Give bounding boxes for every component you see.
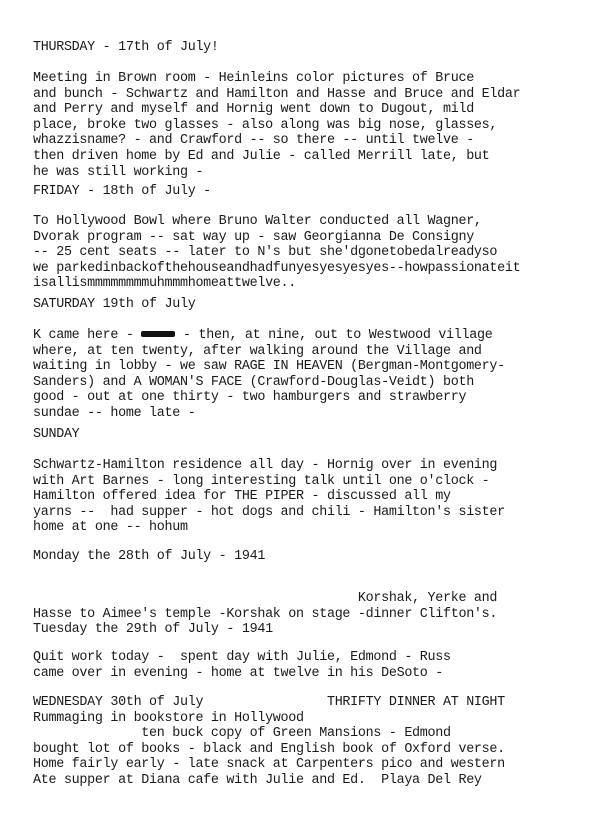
text-line: and bunch - Schwartz and Hamilton and Hasse and Bruce and Eldar	[33, 86, 521, 102]
text-line: Quit work today - spent day with Julie, Edmond - Russ	[33, 650, 451, 665]
redaction-mark	[141, 331, 175, 337]
text-line: WEDNESDAY 30th of July THRIFTY DINNER AT NIGHT	[33, 695, 505, 710]
text-line: Korshak, Yerke and	[33, 591, 498, 606]
text-line: we parkedinbackofthehouseandhadfunyesyesyesyes--howpassionateit	[33, 260, 521, 276]
text-line: with Art Barnes - long interesting talk until one o'clock -	[33, 473, 490, 489]
entry-sunday-body	[33, 458, 593, 536]
entry-saturday-heading	[33, 297, 593, 313]
text-line: yarns -- had supper - hot dogs and chili - Hamilton's sister	[33, 504, 505, 520]
text-line: Hamilton offered idea for THE PIPER - discussed all my	[33, 489, 451, 505]
text-line: Monday the 28th of July - 1941	[33, 549, 266, 564]
text-line: waiting in lobby - we saw RAGE IN HEAVEN (Bergman-Montgomery-	[33, 359, 505, 375]
text-line: place, broke two glasses - also along was big nose, glasses,	[33, 117, 498, 133]
text-line: he was still working -	[33, 164, 204, 180]
text-line: -- 25 cent seats -- later to N's but she'dgonetobedalreadyso	[33, 245, 498, 261]
entry-sunday-heading	[33, 427, 593, 443]
text-line: Home fairly early - late snack at Carpenters pico and western	[33, 757, 505, 773]
text-line: SATURDAY 19th of July	[33, 297, 196, 312]
text-line: THURSDAY - 17th of July!	[33, 40, 219, 55]
text-line: then driven home by Ed and Julie - called Merrill late, but	[33, 148, 490, 164]
entry-tuesday-body	[33, 650, 593, 681]
text-line: where, at ten twenty, after walking around the Village and	[33, 343, 482, 359]
text-line	[33, 328, 593, 344]
text-line: whazzisname? - and Crawford -- so there -- until twelve -	[33, 133, 474, 149]
text-line: Dvorak program -- sat way up - saw Georgianna De Consigny	[33, 229, 474, 245]
entry-monday-body	[33, 591, 593, 638]
text-line: Sanders) and A WOMAN'S FACE (Crawford-Douglas-Veidt) both	[33, 374, 474, 390]
text-line: isallismmmmmmmmuhmmmhomeattwelve..	[33, 276, 297, 292]
entry-saturday-body	[33, 328, 593, 422]
text-line: ten buck copy of Green Mansions - Edmond	[33, 726, 451, 742]
text-line: bought lot of books - black and English book of Oxford verse.	[33, 741, 505, 757]
text-line: Tuesday the 29th of July - 1941	[33, 622, 273, 638]
text-line: home at one -- hohum	[33, 520, 188, 536]
text-line: Meeting in Brown room - Heinleins color pictures of Bruce	[33, 71, 474, 86]
text-line: To Hollywood Bowl where Bruno Walter conducted all Wagner,	[33, 214, 482, 229]
entry-thursday-body	[33, 71, 593, 180]
text-line: sundae -- home late -	[33, 405, 196, 421]
text-fragment: K came here -	[33, 328, 142, 343]
text-line: FRIDAY - 18th of July -	[33, 184, 211, 199]
entry-thursday-heading	[33, 40, 593, 56]
text-line: Ate supper at Diana cafe with Julie and Ed. Playa Del Rey	[33, 772, 482, 788]
entry-friday-body	[33, 214, 593, 292]
entry-monday-heading	[33, 549, 593, 565]
text-line: and Perry and myself and Hornig went down to Dugout, mild	[33, 102, 474, 118]
text-line: Schwartz-Hamilton residence all day - Hornig over in evening	[33, 458, 498, 473]
text-fragment: - then, at nine, out to Westwood village	[175, 328, 493, 343]
text-line: good - out at one thirty - two hamburgers and strawberry	[33, 390, 467, 406]
text-line: Hasse to Aimee's temple -Korshak on stage -dinner Clifton's.	[33, 606, 498, 622]
entry-wednesday	[33, 695, 593, 789]
text-line: came over in evening - home at twelve in his DeSoto -	[33, 665, 443, 681]
entry-friday-heading	[33, 184, 593, 200]
text-line: Rummaging in bookstore in Hollywood	[33, 710, 304, 726]
text-line: SUNDAY	[33, 427, 80, 442]
